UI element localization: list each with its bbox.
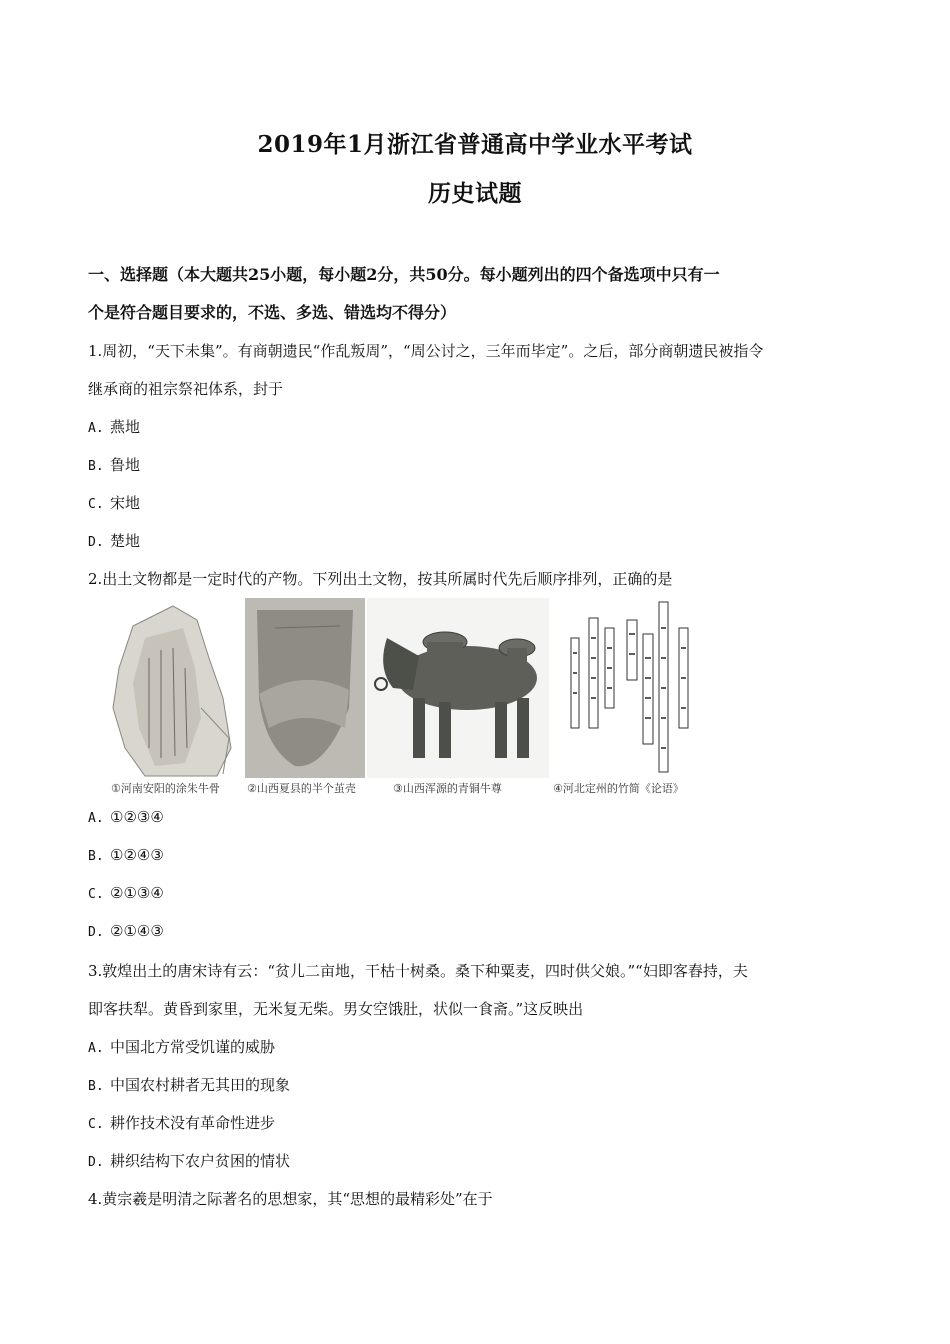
q3-option-c: C. 耕作技术没有革命性进步 <box>88 1114 276 1132</box>
q3-option-a: A. 中国北方常受饥谨的威胁 <box>88 1038 276 1056</box>
caption-oracle-bone: ①河南安阳的涂朱牛骨 <box>111 782 220 795</box>
artifact-figure <box>105 598 705 798</box>
q1-option-b: B. 鲁地 <box>88 456 141 474</box>
q1-option-c: C. 宋地 <box>88 494 141 512</box>
q3-option-b: B. 中国农村耕者无其田的现象 <box>88 1076 291 1094</box>
caption-bamboo-slips: ④河北定州的竹简《论语》 <box>553 782 684 795</box>
silk-cocoon-image <box>245 598 365 778</box>
section-header-line-2: 个是符合题目要求的，不选、多选、错选均不得分） <box>88 303 457 322</box>
bronze-ox-zun-image <box>367 598 549 778</box>
oracle-bone-image <box>105 598 235 778</box>
bamboo-slips-image <box>563 598 705 778</box>
section-header-line-1: 一、选择题（本大题共25小题，每小题2分，共50分。每小题列出的四个备选项中只有一 <box>88 265 720 284</box>
q1-stem-line-1: 1.周初，“天下未集”。有商朝遗民“作乱叛周”，“周公讨之，三年而毕定”。之后，部分商朝遗民被指令 <box>88 342 764 360</box>
q2-option-c: C. ②①③④ <box>88 884 164 902</box>
exam-subject-title: 历史试题 <box>428 180 522 207</box>
exam-title: 2019年1月浙江省普通高中学业水平考试 <box>257 131 693 158</box>
q1-stem-line-2: 继承商的祖宗祭祀体系，封于 <box>88 380 284 398</box>
q4-stem-line-1: 4.黄宗羲是明清之际著名的思想家，其“思想的最精彩处”在于 <box>88 1190 493 1208</box>
caption-silk-cocoon: ②山西夏县的半个茧壳 <box>247 782 356 795</box>
caption-bronze-ox: ③山西浑源的青铜牛尊 <box>393 782 502 795</box>
q1-option-d: D. 楚地 <box>88 532 141 550</box>
q3-stem-line-1: 3.敦煌出土的唐宋诗有云：“贫儿二亩地，干枯十树桑。桑下种粟麦，四时供父娘。”“妇即客舂持，夫 <box>88 962 748 980</box>
q2-option-d: D. ②①④③ <box>88 922 164 940</box>
q3-option-d: D. 耕织结构下农户贫困的情状 <box>88 1152 291 1170</box>
q3-stem-line-2: 即客扶犁。黄昏到家里，无米复无柴。男女空饿肚，状似一食斋。”这反映出 <box>88 1000 584 1018</box>
q1-option-a: A. 燕地 <box>88 418 141 436</box>
q2-stem-line-1: 2.出土文物都是一定时代的产物。下列出土文物，按其所属时代先后顺序排列，正确的是 <box>88 570 673 588</box>
q2-option-a: A. ①②③④ <box>88 808 164 826</box>
q2-option-b: B. ①②④③ <box>88 846 164 864</box>
